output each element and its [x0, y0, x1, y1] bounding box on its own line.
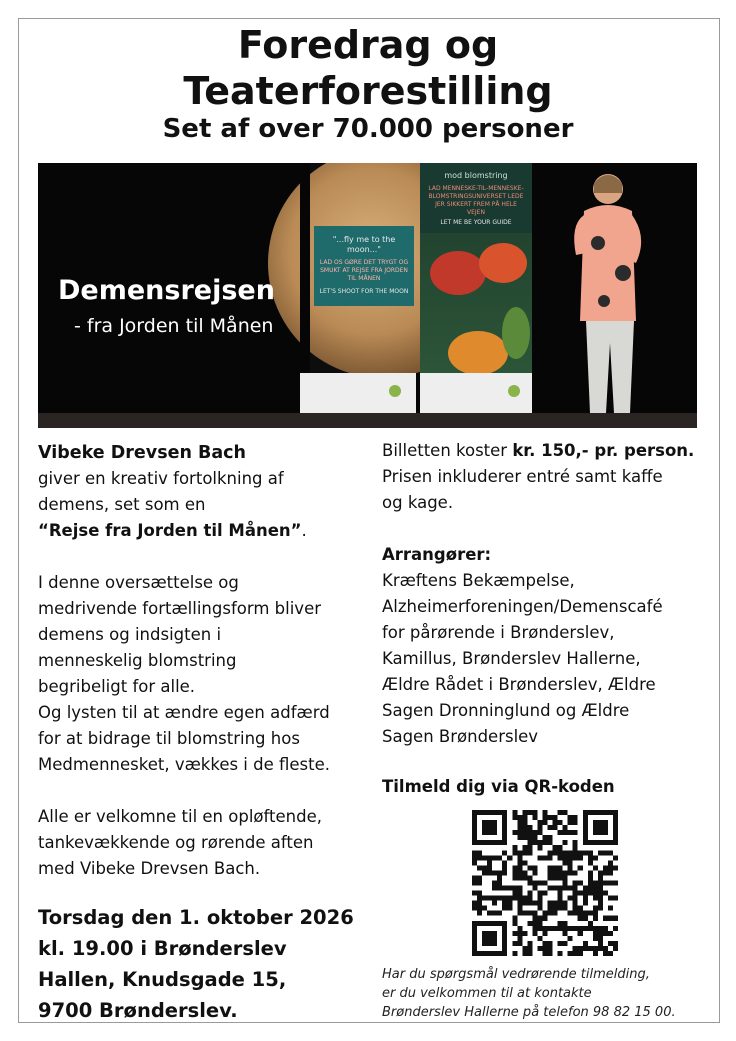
organizer-line: Kamillus, Brønderslev Hallerne,	[382, 649, 641, 668]
banner-title: Demensrejsen	[58, 275, 275, 306]
description-line: Medmennesket, vækkes i de fleste.	[38, 755, 331, 774]
price-line	[382, 438, 718, 464]
page-subtitle: Set af over 70.000 personer	[162, 114, 574, 144]
price-detail-line: og kage.	[382, 493, 454, 512]
event-details-line: 9700 Brønderslev.	[38, 999, 238, 1022]
contact-note-line: Brønderslev Hallerne på telefon 98 82 15 00.	[382, 1005, 676, 1020]
left-column	[38, 440, 378, 1026]
price-amount: kr. 150,- pr. person.	[512, 441, 695, 460]
organizer-line: Ældre Rådet i Brønderslev, Ældre	[382, 675, 656, 694]
welcome-line: tankevækkende og rørende aften	[38, 833, 314, 852]
description-line: medrivende fortællingsform bliver	[38, 599, 322, 618]
brand-name: mod blomstring	[444, 171, 508, 180]
quote-end: .	[301, 521, 307, 540]
moon-panel-quote: "...fly me to the moon..."	[332, 235, 396, 254]
page-title-line-1: Foredrag og	[237, 23, 499, 67]
organizer-line: Sagen Brønderslev	[382, 727, 539, 746]
event-details-line: Torsdag den 1. oktober 2026	[38, 906, 354, 929]
organizer-line: Alzheimerforeningen/Demenscafé	[382, 597, 663, 616]
event-banner-image	[38, 163, 697, 428]
right-column	[382, 438, 718, 800]
contact-note-line: er du velkommen til at kontakte	[382, 986, 592, 1001]
organizer-line: Sagen Dronninglund og Ældre	[382, 701, 630, 720]
organizer-line: for pårørende i Brønderslev,	[382, 623, 615, 642]
contact-note-line: Har du spørgsmål vedrørende tilmelding,	[382, 967, 650, 982]
quote-bold: “Rejse fra Jorden til Månen”	[38, 521, 302, 540]
description-line: I denne oversættelse og	[38, 573, 239, 592]
description-line: begribeligt for alle.	[38, 677, 196, 696]
description-line: Og lysten til at ændre egen adfærd	[38, 703, 330, 722]
price-prefix: Billetten koster	[382, 441, 513, 460]
contact-note	[382, 965, 717, 1022]
page-title-line-2: Teaterforestilling	[183, 69, 553, 113]
brand-text: LAD MENNESKE-TIL-MENNESKE-BLOMSTRINGSUNIVERSET LEDE JER SIKKERT FREM PÅ HELE VEJEN	[428, 185, 524, 216]
organizer-line: Kræftens Bekæmpelse,	[382, 571, 575, 590]
intro-line: giver en kreativ fortolkning af	[38, 469, 284, 488]
signup-heading: Tilmeld dig via QR-koden	[382, 777, 615, 796]
brand-subtext: LET ME BE YOUR GUIDE	[440, 219, 512, 226]
description-line: demens og indsigten i	[38, 625, 222, 644]
event-details-line: Hallen, Knudsgade 15,	[38, 968, 287, 991]
moon-panel-subtext: LET'S SHOOT FOR THE MOON	[319, 288, 409, 295]
description-line: menneskelig blomstring	[38, 651, 237, 670]
banner-subtitle: - fra Jorden til Månen	[74, 315, 274, 337]
organizers-heading: Arrangører:	[382, 545, 492, 564]
price-detail-line: Prisen inkluderer entré samt kaffe	[382, 467, 663, 486]
description-line: for at bidrage til blomstring hos	[38, 729, 300, 748]
moon-panel-text: LAD OS GØRE DET TRYGT OG SMUKT AT REJSE FRA JORDEN TIL MÅNEN	[319, 259, 409, 282]
qr-code[interactable]	[472, 810, 618, 956]
speaker-name: Vibeke Drevsen Bach	[38, 443, 247, 463]
welcome-line: Alle er velkomne til en opløftende,	[38, 807, 322, 826]
intro-line: demens, set som en	[38, 495, 206, 514]
welcome-line: med Vibeke Drevsen Bach.	[38, 859, 261, 878]
event-details-line: kl. 19.00 i Brønderslev	[38, 937, 287, 960]
quote-line	[38, 518, 378, 544]
